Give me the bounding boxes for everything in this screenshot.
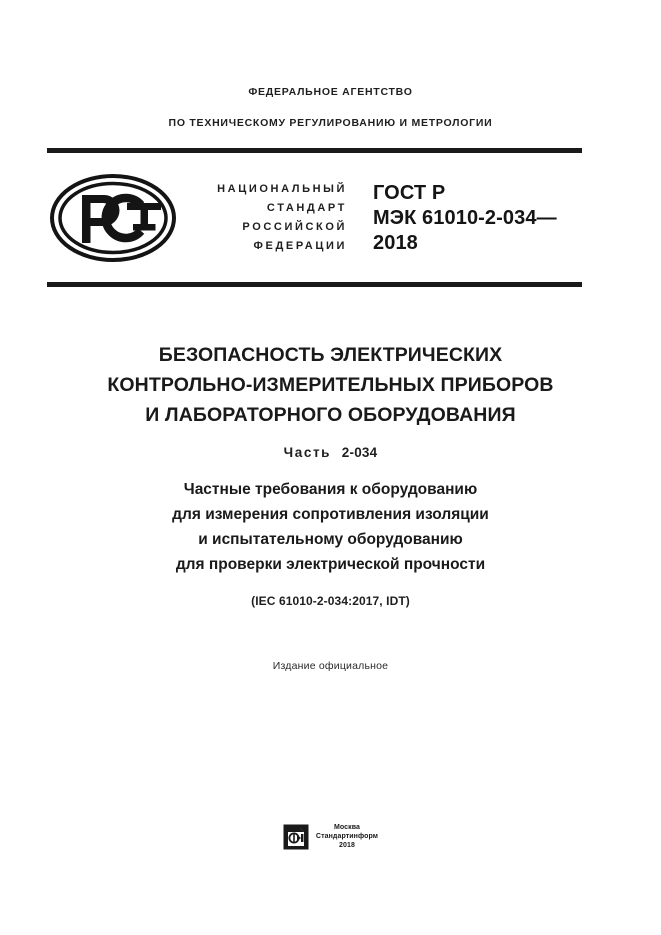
divider-rule-bottom [47,282,582,287]
publisher-imprint [0,823,661,850]
publisher-text [316,823,378,850]
part-label: Часть [283,445,332,460]
national-standard-line-4: ФЕДЕРАЦИИ [253,240,347,252]
agency-header [0,86,661,129]
iec-reference: (IEC 61010-2-034:2017, IDT) [251,594,410,608]
divider-rule-top [47,148,582,153]
national-standard-line-2: СТАНДАРТ [266,202,347,214]
gost-r-rst-emblem-icon [47,170,179,266]
page-subtitle-line-3: и испытательному оборудованию [198,531,463,548]
national-standard-label [179,180,361,256]
standartinform-logo-icon [283,824,309,850]
page-title-line-1: БЕЗОПАСНОСТЬ ЭЛЕКТРИЧЕСКИХ [158,344,503,366]
page-title-line-3: И ЛАБОРАТОРНОГО ОБОРУДОВАНИЯ [145,404,516,426]
designation-line-2: МЭК 61010-2-034— [373,206,557,229]
standard-designation [361,181,582,256]
designation-line-3: 2018 [373,231,418,254]
part-number: 2-034 [341,445,378,460]
agency-header-line-2: ПО ТЕХНИЧЕСКОМУ РЕГУЛИРОВАНИЮ И МЕТРОЛОГИИ [168,116,493,129]
page-title-line-2: КОНТРОЛЬНО-ИЗМЕРИТЕЛЬНЫХ ПРИБОРОВ [107,374,554,396]
publisher-city: Москва [333,824,361,831]
agency-header-line-1: ФЕДЕРАЛЬНОЕ АГЕНТСТВО [248,86,413,98]
national-standard-line-1: НАЦИОНАЛЬНЫЙ [217,183,347,195]
standard-identification-block [47,160,582,276]
page-subtitle-line-1: Частные требования к оборудованию [183,481,478,498]
publisher-year: 2018 [339,842,355,849]
page-subtitle [0,477,661,577]
publisher-name: Стандартинформ [315,833,379,840]
page-subtitle-line-2: для измерения сопротивления изоляции [172,506,489,523]
page-title [0,340,661,430]
part-designation [0,445,661,460]
national-standard-line-3: РОССИЙСКОЙ [242,221,347,233]
designation-line-1: ГОСТ Р [373,181,446,204]
official-edition-note: Издание официальное [272,660,389,672]
page-subtitle-line-4: для проверки электрической прочности [175,556,486,573]
